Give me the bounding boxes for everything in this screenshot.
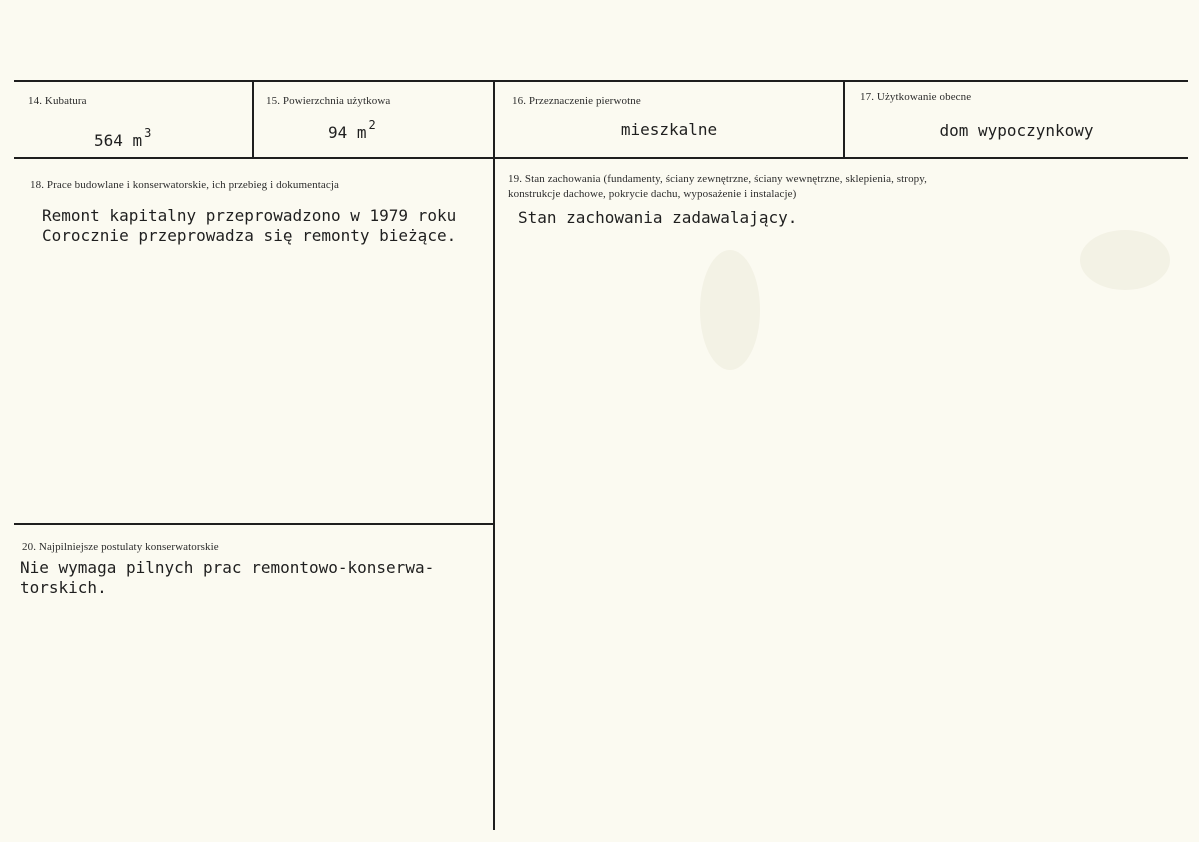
field-label: 15. Powierzchnia użytkowa [266, 95, 391, 107]
typed-line: Remont kapitalny przeprowadzono w 1979 roku [42, 206, 457, 225]
field-label: 14. Kubatura [28, 95, 87, 107]
field-label: 17. Użytkowanie obecne [860, 91, 972, 103]
section-divider [14, 523, 494, 525]
field-label-line: konstrukcje dachowe, pokrycie dachu, wyposażenie i instalacje) [508, 188, 797, 200]
paper-stain [700, 250, 760, 370]
unit-exponent: 2 [368, 118, 376, 132]
typed-line: torskich. [20, 578, 107, 597]
value-text: 94 m [328, 123, 367, 142]
field-value [94, 126, 151, 150]
unit-exponent: 3 [144, 126, 152, 140]
typed-line: Nie wymaga pilnych prac remontowo-konserwa- [20, 558, 435, 577]
column-divider-main [493, 82, 495, 830]
field-value: dom wypoczynkowy [939, 121, 1094, 140]
column-divider [843, 82, 845, 158]
field-label: 16. Przeznaczenie pierwotne [512, 95, 641, 107]
column-divider [252, 82, 254, 158]
field-value: mieszkalne [620, 120, 718, 139]
field-label: 18. Prace budowlane i konserwatorskie, ich przebieg i dokumentacja [30, 179, 339, 191]
row-divider [14, 157, 1188, 159]
field-value [328, 118, 376, 142]
field-label-line: 19. Stan zachowania (fundamenty, ściany zewnętrzne, ściany wewnętrzne, sklepienia, stropy, [508, 173, 928, 185]
typed-line: Corocznie przeprowadza się remonty bieżące. [42, 226, 457, 245]
typed-line: Stan zachowania zadawalający. [518, 208, 798, 227]
top-rule [14, 80, 1188, 82]
field-label: 20. Najpilniejsze postulaty konserwatorskie [22, 541, 219, 553]
value-text: 564 m [94, 131, 143, 150]
paper-stain [1080, 230, 1170, 290]
